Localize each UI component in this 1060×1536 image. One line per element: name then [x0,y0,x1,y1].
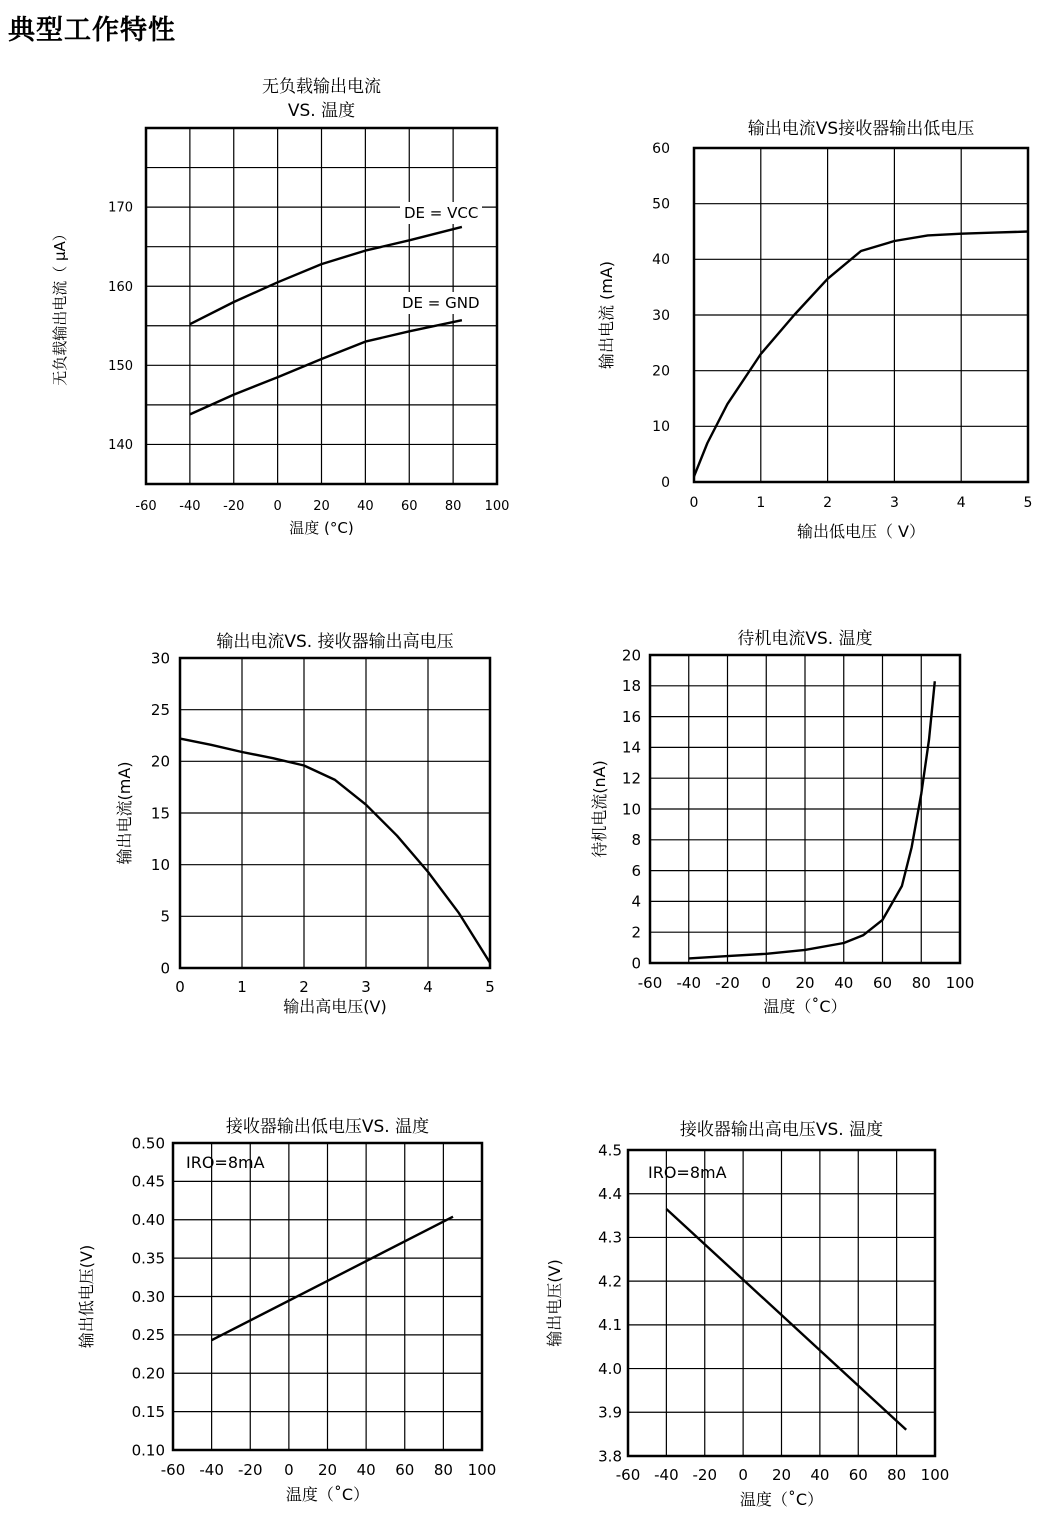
chart-title: 输出电流VS接收器输出低电压 [747,119,975,139]
x-tick-label: -20 [715,974,740,992]
y-tick-label: 18 [621,677,641,696]
x-tick-label: 3 [361,978,371,996]
x-tick-label: 20 [771,1466,792,1484]
x-tick-label: -20 [692,1466,717,1484]
y-tick-label: 160 [108,279,133,295]
x-tick-label: 3 [889,495,899,511]
y-tick-label: 4.5 [598,1141,622,1160]
chart-annotation: IRO=8mA [186,1153,265,1172]
x-axis-label: 温度（˚C） [739,1490,824,1509]
y-tick-label: 30 [150,649,170,668]
x-tick-label: 40 [357,499,374,514]
x-tick-label: 0 [738,1466,748,1484]
y-axis-label: 无负载输出电流（ µA） [51,226,69,386]
x-tick-label: 100 [484,499,510,514]
y-tick-label: 15 [150,804,170,823]
y-tick-label: 3.8 [598,1447,622,1466]
chart-title: 无负载输出电流 [262,77,381,97]
y-tick-label: 20 [621,646,641,665]
y-tick-label: 0.25 [131,1326,165,1345]
y-tick-label: 0.10 [131,1441,165,1460]
y-tick-label: 0 [661,474,670,491]
y-tick-label: 0 [631,954,641,973]
x-tick-label: 60 [848,1466,868,1484]
y-tick-label: 20 [652,363,670,380]
x-axis-label: 输出高电压(V) [283,997,387,1016]
y-tick-label: 4 [631,892,641,911]
y-tick-label: 2 [631,923,641,942]
x-tick-label: 5 [485,978,495,996]
y-tick-label: 140 [108,437,133,453]
x-tick-label: -60 [637,974,663,992]
x-tick-label: 20 [795,974,815,992]
series-line [180,739,490,963]
chart-title: 待机电流VS. 温度 [737,629,873,649]
y-tick-label: 0.50 [131,1134,165,1153]
y-tick-label: 0.40 [131,1211,165,1229]
y-tick-label: 3.9 [598,1403,622,1422]
x-tick-label: 0 [284,1461,294,1479]
y-tick-label: 16 [621,707,641,726]
x-tick-label: 20 [317,1461,338,1479]
y-tick-label: 25 [150,700,170,719]
y-tick-label: 0.30 [131,1287,165,1306]
y-tick-label: 14 [621,738,641,757]
x-tick-label: 60 [400,499,418,514]
y-tick-label: 4.1 [598,1316,622,1335]
series-label: DE = GND [402,294,480,312]
x-axis-label: 输出低电压（ V） [796,522,926,541]
x-tick-label: 4 [423,978,433,996]
series-line [666,1209,906,1430]
x-tick-label: -40 [179,499,201,514]
x-tick-label: 80 [887,1466,907,1484]
y-tick-label: 4.4 [598,1184,622,1203]
x-tick-label: 0 [689,495,699,511]
x-tick-label: 40 [810,1466,830,1484]
chart-title: 输出电流VS. 接收器输出高电压 [216,632,454,652]
series-line [694,232,1028,477]
x-tick-label: 60 [395,1461,415,1479]
x-tick-label: -40 [654,1466,679,1484]
y-axis-label: 输出电流(mA) [115,761,134,865]
y-tick-label: 0.35 [131,1249,165,1268]
x-tick-label: 80 [444,499,462,514]
x-tick-label: 40 [834,974,854,992]
x-tick-label: -60 [615,1466,641,1484]
y-tick-label: 10 [150,855,170,874]
x-tick-label: 80 [433,1461,453,1479]
x-axis-label: 温度（˚C） [285,1485,370,1504]
series-label: DE = VCC [404,204,479,222]
y-tick-label: 0.45 [131,1172,165,1191]
chart-subtitle: VS. 温度 [287,101,356,121]
x-tick-label: -40 [199,1461,224,1479]
y-tick-label: 50 [652,196,670,213]
x-tick-label: 20 [313,499,330,514]
series-line [212,1217,453,1341]
y-axis-label: 输出电流 (mA) [597,260,616,370]
x-tick-label: -20 [223,499,245,514]
y-tick-label: 8 [631,831,641,850]
y-tick-label: 5 [160,907,170,926]
y-tick-label: 0.20 [131,1364,165,1383]
y-tick-label: 0.15 [131,1402,165,1421]
x-tick-label: 80 [911,974,931,992]
x-tick-label: -40 [676,974,701,992]
x-tick-label: -60 [135,499,157,514]
x-tick-label: 60 [872,974,893,992]
y-tick-label: 6 [631,861,641,880]
y-axis-label: 待机电流(nA) [590,760,609,858]
series-line [689,681,935,958]
x-axis-label: 温度（˚C） [763,997,847,1016]
x-tick-label: 2 [299,978,309,996]
chart-annotation: IRO=8mA [648,1163,727,1182]
y-tick-label: 10 [652,419,670,436]
y-tick-label: 10 [621,800,641,819]
chart-title: 接收器输出高电压VS. 温度 [679,1120,884,1140]
y-tick-label: 0 [160,959,170,978]
y-axis-label: 输出电压(V) [545,1259,564,1347]
x-tick-label: 100 [920,1466,950,1484]
series-line [190,320,462,414]
x-tick-label: -60 [160,1461,186,1479]
y-tick-label: 12 [621,769,641,788]
y-tick-label: 40 [652,252,670,269]
y-tick-label: 4.2 [598,1272,622,1291]
y-tick-label: 30 [652,307,670,324]
x-tick-label: 0 [273,499,282,514]
y-tick-label: 60 [652,140,670,157]
y-tick-label: 170 [108,200,133,216]
y-tick-label: 4.0 [598,1359,622,1378]
x-tick-label: 1 [756,495,766,511]
x-tick-label: 100 [467,1461,497,1479]
x-tick-label: 4 [956,495,966,511]
x-tick-label: 0 [175,978,185,996]
x-tick-label: 5 [1023,495,1033,511]
y-tick-label: 4.3 [598,1228,622,1247]
chart-title: 接收器输出低电压VS. 温度 [225,1117,430,1137]
x-tick-label: 1 [237,978,247,996]
x-tick-label: -20 [238,1461,263,1479]
x-tick-label: 40 [356,1461,376,1479]
y-tick-label: 150 [108,358,133,374]
y-tick-label: 20 [150,752,170,771]
x-axis-label: 温度 (°C) [289,519,354,537]
x-tick-label: 0 [761,974,772,992]
y-axis-label: 输出低电压(V) [77,1244,96,1349]
x-tick-label: 100 [945,974,975,992]
x-tick-label: 2 [823,495,833,511]
page-title: 典型工作特性 [8,15,176,46]
